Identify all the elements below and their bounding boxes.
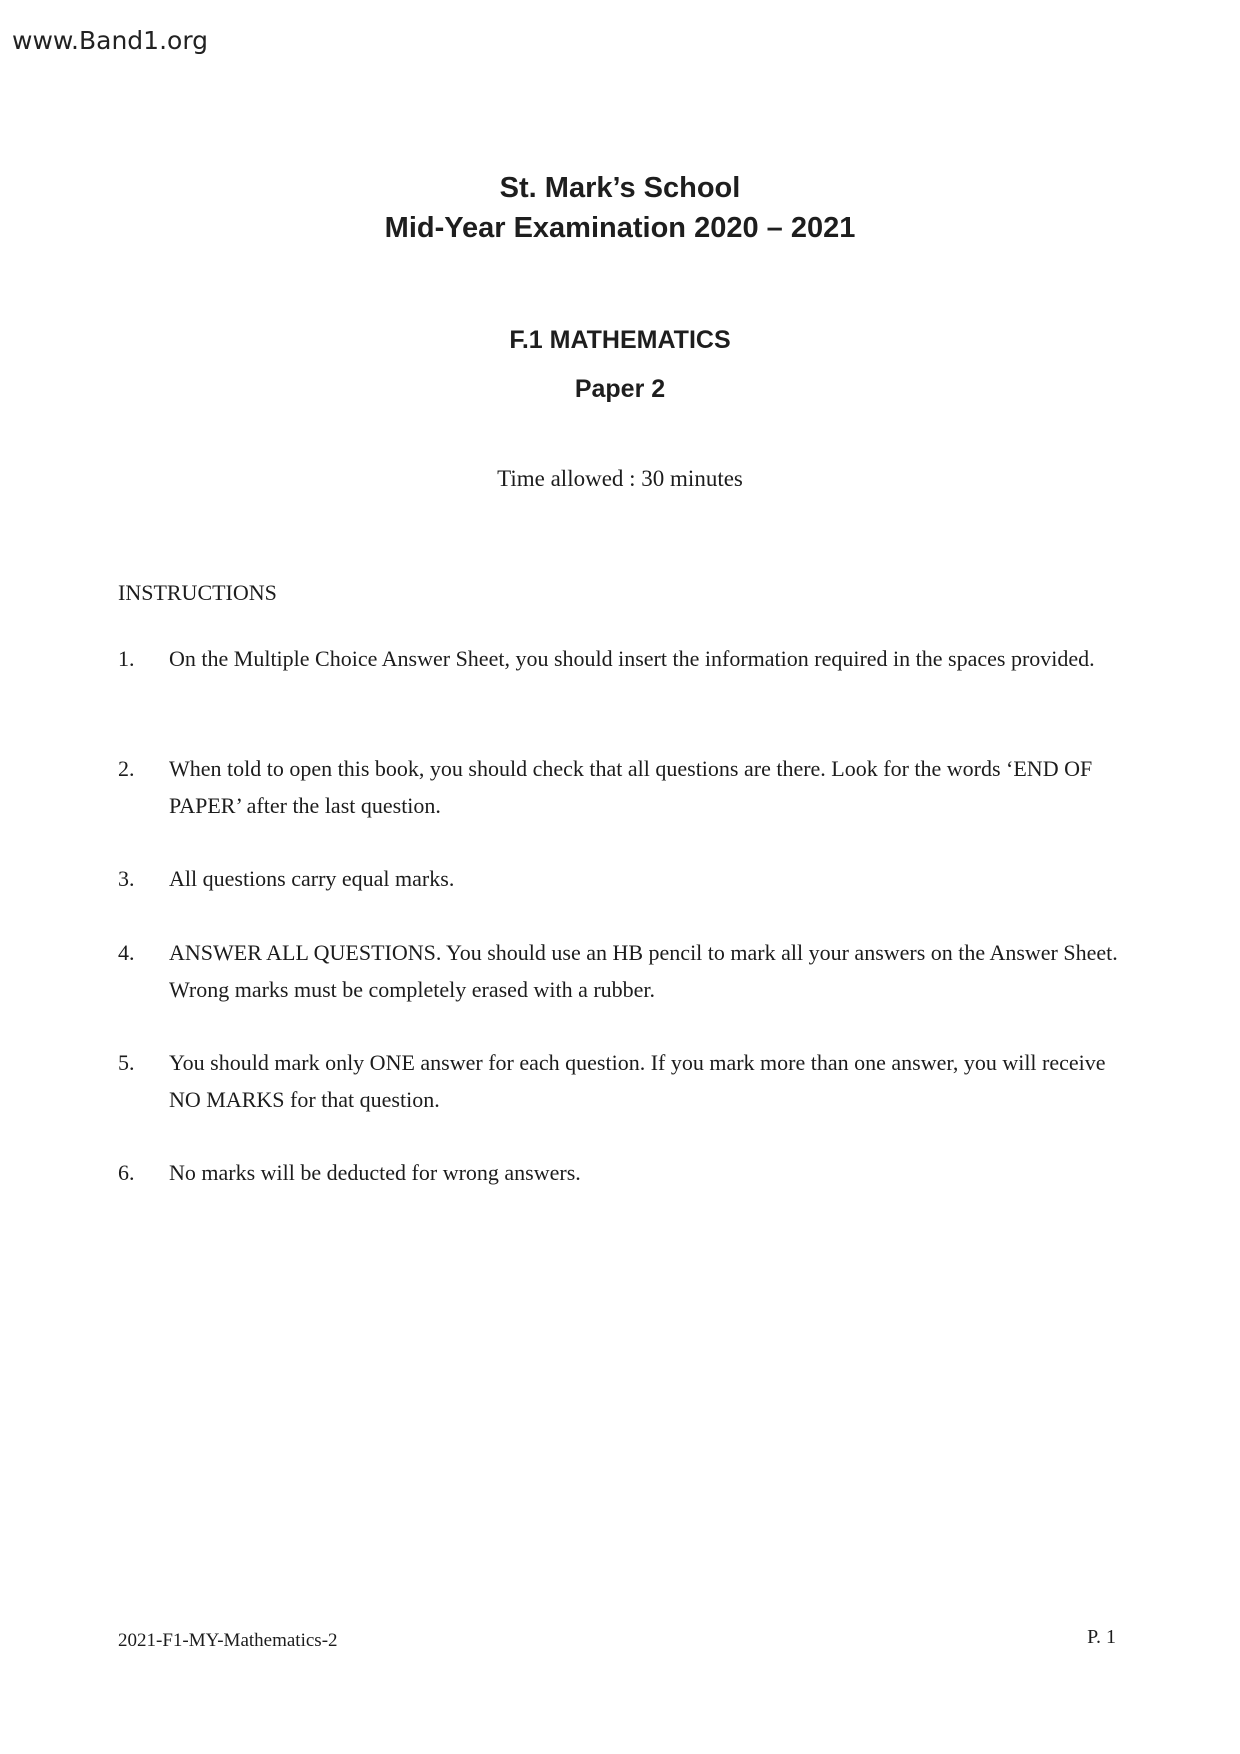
instruction-text: You should mark only ONE answer for each question. If you mark more than one answer, you will receive NO MARKS for that question.: [169, 1050, 1106, 1112]
instruction-number: 4.: [118, 940, 135, 965]
subject-title: F.1 MATHEMATICS: [509, 326, 731, 354]
time-allowed: Time allowed : 30 minutes: [497, 466, 743, 491]
instruction-item-1: [118, 640, 1128, 677]
instruction-number: 6.: [118, 1160, 135, 1185]
page-number: P. 1: [1087, 1626, 1116, 1648]
instruction-number: 5.: [118, 1050, 135, 1075]
instructions-heading: INSTRUCTIONS: [118, 580, 277, 605]
instruction-number: 3.: [118, 866, 135, 891]
exam-title: Mid-Year Examination 2020 – 2021: [384, 212, 856, 244]
instruction-number: 1.: [118, 646, 135, 671]
instruction-text: When told to open this book, you should check that all questions are there. Look for the words ‘END OF PAPER’ after the last question.: [169, 756, 1093, 818]
instruction-item-6: [118, 1154, 1128, 1191]
document-code: 2021-F1-MY-Mathematics-2: [118, 1630, 338, 1651]
paper-number: Paper 2: [574, 375, 666, 403]
instruction-number: 2.: [118, 756, 135, 781]
instruction-item-2: [118, 750, 1128, 824]
school-name: St. Mark’s School: [499, 172, 741, 204]
instruction-text: All questions carry equal marks.: [169, 866, 455, 891]
site-watermark: www.Band1.org: [12, 26, 209, 55]
instruction-text: ANSWER ALL QUESTIONS. You should use an HB pencil to mark all your answers on the Answer Sheet. Wrong marks must be completely erased with a rubber.: [169, 940, 1118, 1002]
instruction-text: On the Multiple Choice Answer Sheet, you should insert the information required in the spaces provided.: [169, 646, 1095, 671]
instruction-item-3: [118, 860, 1128, 897]
instruction-item-5: [118, 1044, 1128, 1118]
instruction-text: No marks will be deducted for wrong answers.: [169, 1160, 581, 1185]
instruction-item-4: [118, 934, 1128, 1008]
